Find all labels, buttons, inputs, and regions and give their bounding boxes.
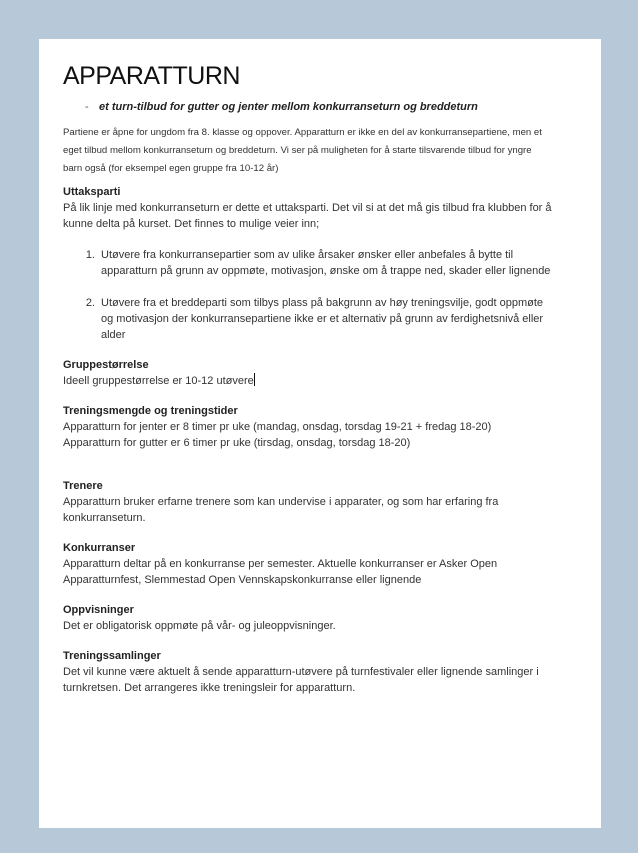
- section-text-line: Apparatturn for jenter er 8 timer pr uke (mandag, onsdag, torsdag 19-21 + fredag 18-20): [63, 421, 492, 433]
- subtitle-text: et turn-tilbud for gutter og jenter mellom konkurranseturn og breddeturn: [99, 101, 478, 113]
- list-item: [63, 295, 577, 343]
- section-heading: Konkurranser: [63, 542, 136, 554]
- section-text: Det vil kunne være aktuelt å sende apparatturn-utøvere på turnfestivaler eller lignende samlinger i turnkretsen. Det arrangeres ikke treningsleir for apparatturn.: [63, 666, 539, 694]
- section-konkurranser: [63, 540, 577, 588]
- list-number: 2.: [85, 297, 95, 309]
- section-uttaksparti: [63, 184, 577, 343]
- section-heading: Trenere: [63, 480, 103, 492]
- list-text: Utøvere fra et breddeparti som tilbys plass på bakgrunn av høy treningsvilje, godt oppmøte og motivasjon der konkurransepartiene ikke er et alternativ på grunn av ferdighetsnivå eller alder: [101, 297, 544, 341]
- list-text: Utøvere fra konkurransepartier som av ulike årsaker ønsker eller anbefales å bytte til apparatturn på grunn av oppmøte, motivasjon, ønske om å trappe ned, skader eller lignende: [101, 249, 551, 277]
- list-item: [63, 247, 577, 279]
- section-heading: Uttaksparti: [63, 186, 121, 198]
- section-text: På lik linje med konkurranseturn er dette et uttaksparti. Det vil si at det må gis tilbud fra klubben for å kunne delta på kurset. Det finnes to mulige veier inn;: [63, 202, 552, 230]
- list-number: 1.: [85, 249, 95, 261]
- section-text: Det er obligatorisk oppmøte på vår- og juleoppvisninger.: [63, 620, 336, 632]
- section-trening: [63, 403, 577, 451]
- section-text-line: Apparatturn for gutter er 6 timer pr uke (tirsdag, onsdag, torsdag 18-20): [63, 437, 411, 449]
- section-heading: Gruppestørrelse: [63, 359, 149, 371]
- section-gruppe: [63, 357, 577, 389]
- subtitle-dash: -: [85, 101, 89, 113]
- numbered-list: [63, 247, 577, 343]
- document-page[interactable]: [39, 39, 601, 828]
- section-text: Ideell gruppestørrelse er 10-12 utøvere: [63, 375, 254, 387]
- section-heading: Treningsmengde og treningstider: [63, 405, 238, 417]
- document-title: APPARATTURN: [63, 62, 240, 90]
- section-text-wrap[interactable]: [63, 373, 553, 389]
- section-text: Apparatturn deltar på en konkurranse per semester. Aktuelle konkurranser er Asker Open Apparatturnfest, Slemmestad Open Vennskapskonkurranse eller lignende: [63, 558, 498, 586]
- section-heading: Treningssamlinger: [63, 650, 161, 662]
- text-cursor: [254, 373, 255, 386]
- section-samlinger: [63, 648, 577, 696]
- intro-paragraph: Partiene er åpne for ungdom fra 8. klasse og oppover. Apparatturn er ikke en del av konkurransepartiene, men et eget tilbud mellom konkurranseturn og breddeturn. Vi ser på muligheten for å starte tilsvarende tilbud for yngre barn også (for eksempel egen gruppe fra 10-12 år): [63, 127, 542, 174]
- document-subtitle: [63, 99, 577, 115]
- section-text: Apparatturn bruker erfarne trenere som kan undervise i apparater, og som har erfaring fra konkurranseturn.: [63, 496, 499, 524]
- section-heading: Oppvisninger: [63, 604, 134, 616]
- section-trenere: [63, 478, 577, 526]
- section-oppvisninger: [63, 602, 577, 634]
